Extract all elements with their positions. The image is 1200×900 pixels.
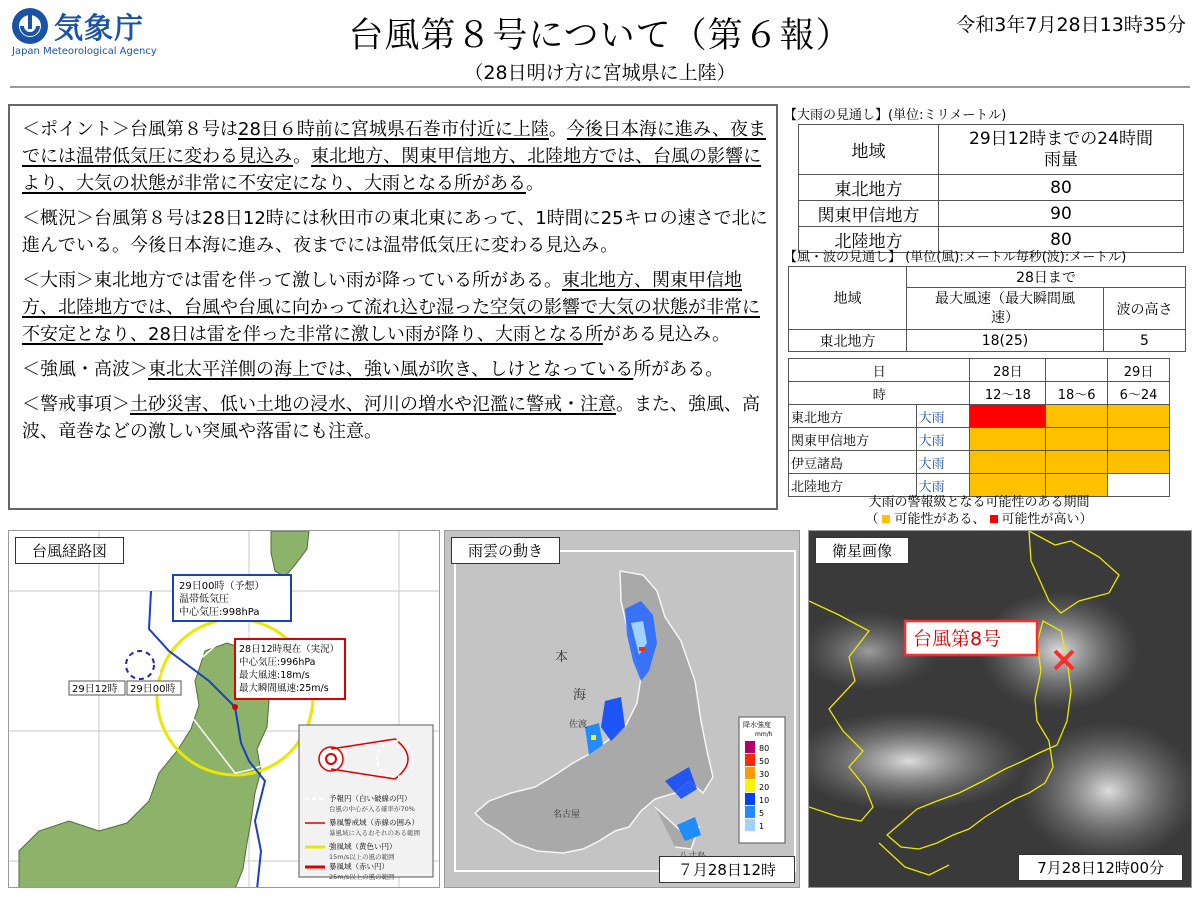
typhoon-label: 台風第8号 [913,628,1002,650]
level-cell [970,405,1046,428]
caption-paren: （ [865,512,879,527]
legend-title-3: 強風域（黄色い円） [329,842,397,851]
header-time: 時 [789,382,970,405]
table-row [789,405,1170,428]
wind-wave-emphasis: 東北太平洋側の海上では、強い風が吹き、しけとなっている [148,359,634,380]
level-cell [1046,405,1108,428]
value-cell: 90 [939,201,1184,227]
header-amount: 29日12時までの24時間雨量 [939,125,1184,175]
satellite-timestamp: 7月28日12時00分 [1018,854,1183,881]
legend-swatch [745,806,755,818]
current-line-3: 最大風速:18m/s [239,670,310,681]
place-label-sado: 佐渡 [569,720,588,730]
point-forecast: 今後日本海に進み、夜までには温帯低気圧に変わる見込み [22,119,766,167]
level-cell [1108,451,1170,474]
header-time-2: 18～6 [1046,382,1108,405]
issue-datetime: 令和3年7月28日13時35分 [956,14,1186,36]
caption-line-1: 大雨の警報級となる可能性のある期間 [868,495,1090,510]
legend-swatch [745,819,755,831]
header-time-1: 12～18 [970,382,1046,405]
caption-possible: 可能性がある、 [894,512,986,527]
legend-value: 80 [759,744,770,753]
kind-cell: 大雨 [916,474,970,497]
point-text-1: 台風第８号は [130,119,238,140]
satellite-image[interactable] [808,530,1192,888]
time-label-29-00: 29日00時 [130,684,176,695]
heavy-rain-paragraph [22,267,770,348]
current-line-4: 最大瞬間風速:25m/s [239,683,329,694]
radar-map[interactable] [444,530,800,888]
region-cell: 関東甲信地方 [789,428,917,451]
region-cell: 伊豆諸島 [789,451,917,474]
legend-title-2: 暴風警戒域（赤線の囲み） [329,818,419,827]
wind-cell: 18(25) [907,330,1104,352]
value-cell: 80 [939,175,1184,201]
table-row [789,451,1170,474]
possible-swatch-icon [882,515,890,523]
table-header-row [789,382,1170,405]
forecast-line-3: 中心気圧:998hPa [179,607,260,618]
table-row [799,201,1184,227]
legend-value: 50 [759,757,770,766]
legend-value: 20 [759,783,770,792]
legend-desc-4: 25m/s以上の風の範囲 [329,873,395,881]
kind-cell: 大雨 [916,451,970,474]
header-day-28: 28日 [970,359,1046,382]
heavy-rain-text-1: 東北地方では雷を伴って激しい雨が降っている所がある。 [94,270,562,291]
place-label-nagoya: 名古屋 [553,810,581,820]
legend-swatch [745,767,755,779]
point-paragraph [22,116,770,197]
wind-outlook-table [788,266,1186,352]
point-heavy-rain: 東北地方、関東甲信地方、北陸地方では、台風の影響により、大気の状態が非常に不安定になり、大雨となる所がある [22,146,762,194]
radar-map-label: 雨雲の動き [451,537,560,564]
rain-outlook-table [798,124,1184,253]
page-title: 台風第８号について（第６報） [348,16,852,56]
legend-desc-1: 台風の中心が入る確率が70% [329,805,415,813]
legend-title: 降水強度 [743,721,771,729]
table-header-row [789,267,1186,288]
warning-tag: ＜警戒事項＞ [22,394,130,415]
caption-line-2 [788,511,1170,528]
wind-wave-text: 所がある。 [633,359,724,380]
overview-paragraph [22,205,770,259]
point-tag: ＜ポイント＞ [22,119,130,140]
region-cell: 関東甲信地方 [799,201,939,227]
legend-value: 1 [759,822,765,831]
current-line-1: 28日12時現在（実況） [239,644,340,655]
satellite-label: 衛星画像 [815,537,909,564]
sea-label-2: 海 [573,688,587,703]
overview-tag: ＜概況＞ [22,208,94,229]
wave-cell: 5 [1104,330,1186,352]
region-cell: 北陸地方 [799,227,939,253]
legend-title-4: 暴風域（赤い円） [329,862,389,871]
header-divider [10,86,1190,88]
warning-text: 。また、強風、高波、竜巻などの激しい突風や落雷にも注意。 [22,394,760,442]
legend-title-1: 予報円（白い破線の円） [329,794,412,803]
table-row [789,428,1170,451]
table-row [789,330,1186,352]
rain-outlook-caption: 【大雨の見通し】(単位:ミリメートル) [784,108,1007,123]
forecast-line-2: 温帯低気圧 [179,594,229,605]
time-label-29-12: 29日12時 [72,684,118,695]
point-text-4: 。 [526,173,544,194]
level-cell [1108,428,1170,451]
warning-period-table [788,358,1170,497]
level-cell [1108,405,1170,428]
header-day-29: 29日 [1108,359,1170,382]
legend-value: 30 [759,770,770,779]
legend-swatch [745,780,755,792]
point-text-2: 。 [548,119,567,140]
value-cell: 80 [939,227,1184,253]
warning-period-caption [788,494,1170,528]
forecast-line-1: 29日00時（予想） [179,581,265,592]
heavy-rain-emphasis: 東北地方、関東甲信地方、北陸地方では、台風や台風に向かって流れ込む湿った空気の影響で大気の状態が非常に不安定となり、28日は雷を伴った非常に激しい雨が降り、大雨となる所 [22,270,760,345]
legend-swatch [745,741,755,753]
legend-value: 5 [759,809,765,818]
high-swatch-icon [990,515,998,523]
radar-map-canvas [445,531,800,888]
table-header-row [799,125,1184,175]
header-day: 日 [789,359,970,382]
point-text-3: 。 [293,146,312,167]
region-cell: 東北地方 [789,405,917,428]
header-region: 地域 [789,267,907,330]
point-landfall: 28日６時前に宮城県石巻市付近に上陸 [238,119,549,140]
caption-high: 可能性が高い） [1001,512,1093,527]
header-time-3: 6～24 [1108,382,1170,405]
level-cell [970,428,1046,451]
warning-emphasis: 土砂災害、低い土地の浸水、河川の増水や氾濫に警戒・注意 [130,394,616,415]
typhoon-track-map[interactable] [8,530,440,888]
wind-outlook-caption: 【風・波の見通し】 (単位(風):メートル毎秒(波):メートル) [784,250,1127,265]
header-wave: 波の高さ [1104,288,1186,330]
level-cell [970,451,1046,474]
header-wind: 最大風速（最大瞬間風速） [907,288,1104,330]
header-region: 地域 [799,125,939,175]
overview-text: 台風第８号は28日12時には秋田市の東北東にあって、1時間に25キロの速さで北に進んでいる。今後日本海に進み、夜までには温帯低気圧に変わる見込み。 [22,208,768,256]
sea-label-1: 本 [555,650,569,665]
legend-swatch [745,754,755,766]
page-subtitle: （28日明け方に宮城県に上陸） [464,62,736,84]
region-cell: 東北地方 [799,175,939,201]
current-line-2: 中心気圧:996hPa [239,657,316,668]
header-period: 28日まで [907,267,1186,288]
wind-wave-tag: ＜強風・高波＞ [22,359,148,380]
satellite-canvas [809,531,1192,888]
legend-value: 10 [759,796,770,805]
heavy-rain-tag: ＜大雨＞ [22,270,94,291]
heavy-rain-text-2: がある見込み。 [602,324,730,345]
track-map-canvas [9,531,440,888]
agency-name: 気象庁 [54,11,145,45]
current-position-marker [232,704,238,710]
level-cell [1046,451,1108,474]
agency-name-en: Japan Meteorological Agency [12,46,157,57]
legend-swatch [745,793,755,805]
precip-legend [739,717,785,843]
kind-cell: 大雨 [916,405,970,428]
wind-wave-paragraph [22,356,770,383]
warning-paragraph [22,391,770,445]
legend-unit: mm/h [755,731,773,738]
region-cell: 北陸地方 [789,474,917,497]
radar-timestamp: ７月28日12時 [659,856,795,883]
region-cell: 東北地方 [789,330,907,352]
kind-cell: 大雨 [916,428,970,451]
track-map-label: 台風経路図 [15,537,124,564]
table-header-row [789,359,1170,382]
legend-desc-3: 15m/s以上の風の範囲 [329,853,395,861]
summary-box [8,104,778,510]
table-row [799,175,1184,201]
legend-desc-2: 暴風域に入るおそれのある範囲 [329,829,420,837]
level-cell [1046,428,1108,451]
